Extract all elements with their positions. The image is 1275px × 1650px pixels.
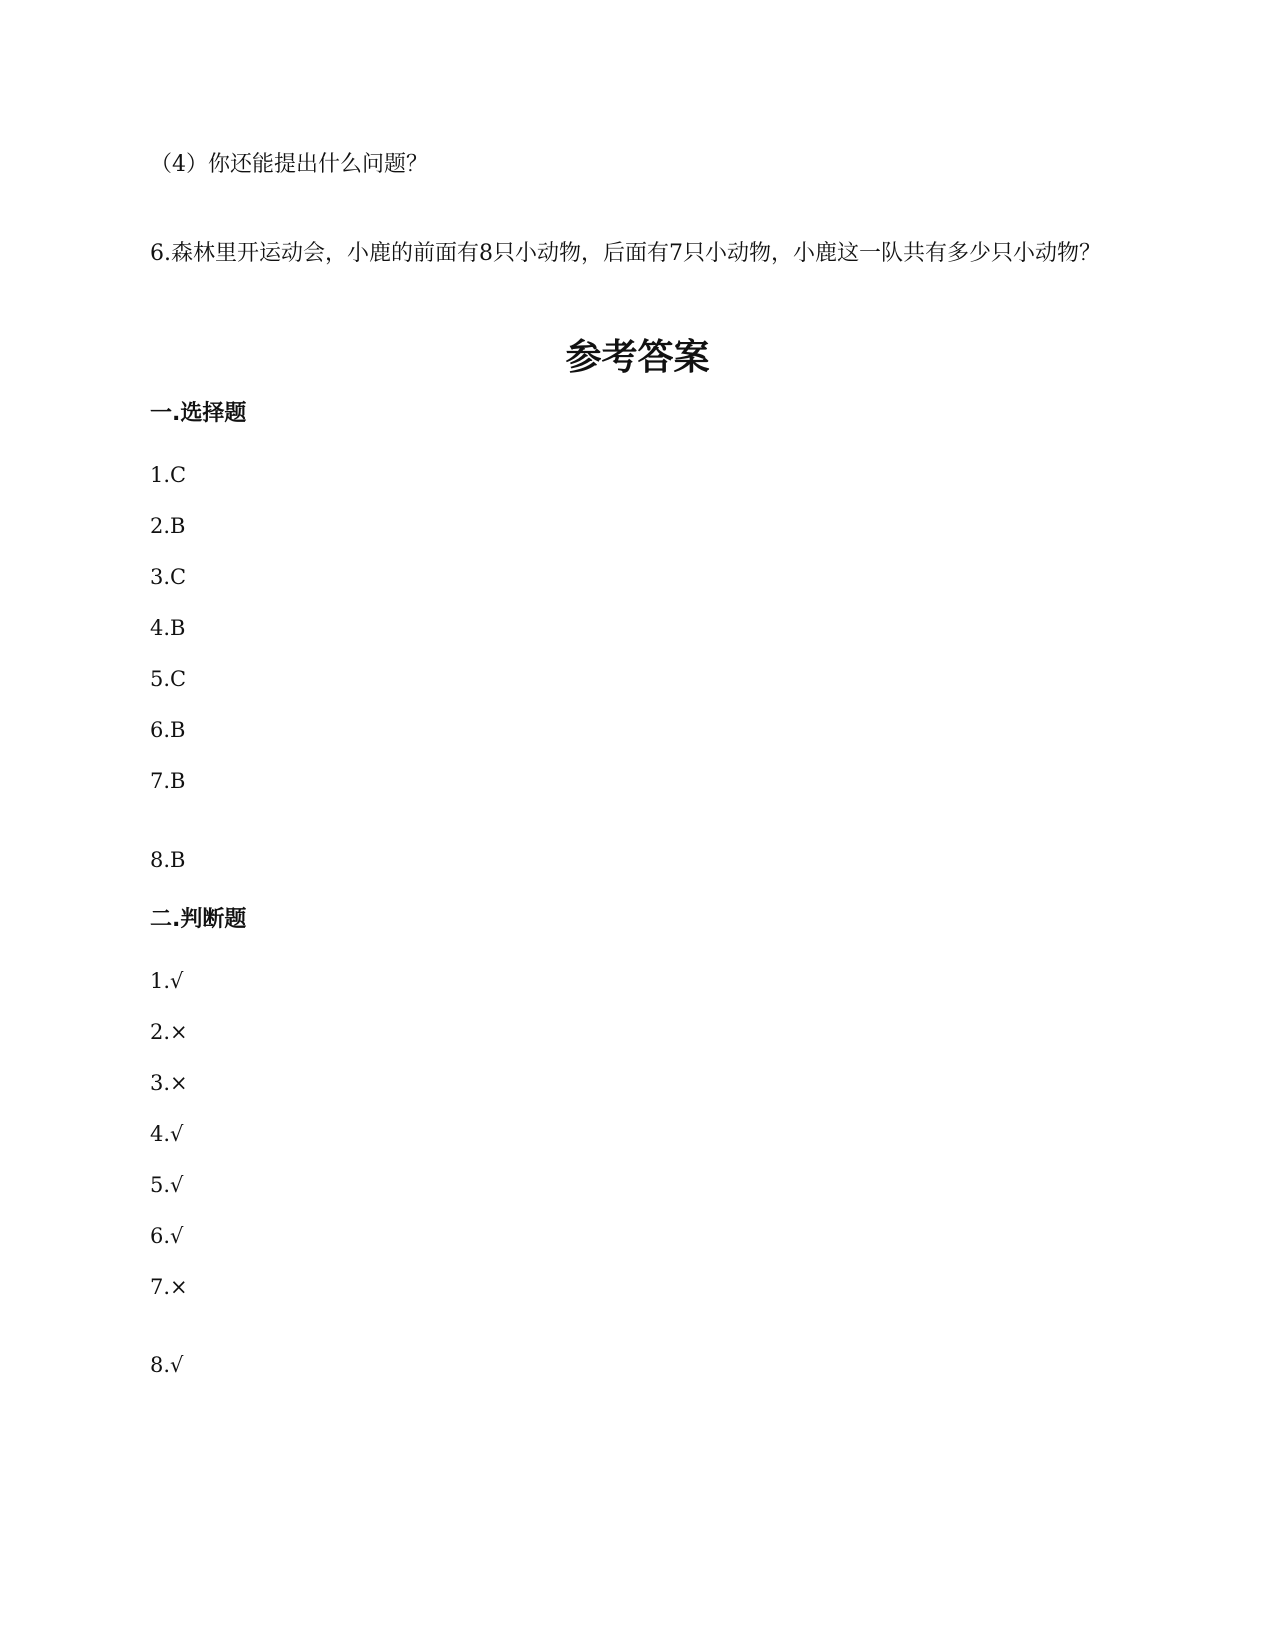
choice-answer-5: 5.C [150,667,187,691]
judgment-answer-8: 8.√ [150,1353,184,1377]
judgment-answer-3: 3.× [150,1071,188,1095]
judgment-answer-4: 4.√ [150,1122,184,1146]
choice-answer-3: 3.C [150,565,187,589]
choice-answer-1: 1.C [150,463,187,487]
judgment-answer-2: 2.× [150,1020,188,1044]
choice-answer-8: 8.B [150,848,186,872]
answers-title: 参考答案 [565,337,710,378]
choice-answer-7: 7.B [150,769,186,793]
judgment-answer-5: 5.√ [150,1173,184,1197]
question-4-followup: （4）你还能提出什么问题？ [150,152,428,177]
question-6: 6.森林里开运动会，小鹿的前面有8只小动物，后面有7只小动物，小鹿这一队共有多少只小动物？ [150,241,1101,266]
section-choice-title: 一.选择题 [150,401,247,426]
judgment-answer-6: 6.√ [150,1224,184,1248]
choice-answer-2: 2.B [150,514,186,538]
choice-answer-4: 4.B [150,616,186,640]
choice-answer-6: 6.B [150,718,186,742]
judgment-answer-1: 1.√ [150,969,184,993]
section-judgment-title: 二.判断题 [150,907,247,932]
judgment-answer-7: 7.× [150,1275,188,1299]
